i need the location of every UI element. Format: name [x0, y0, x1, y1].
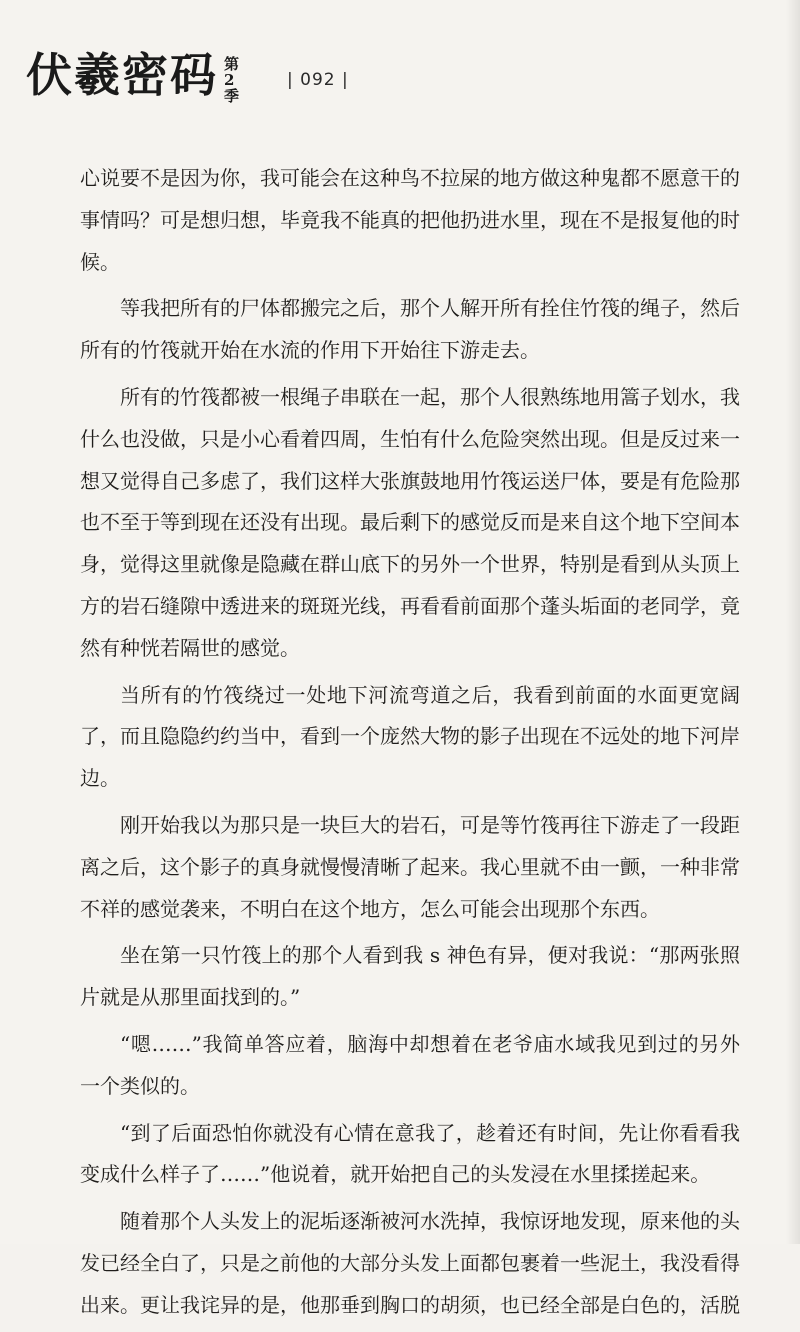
- paragraph: 当所有的竹筏绕过一处地下河流弯道之后，我看到前面的水面更宽阔了，而且隐隐约约当中，看到一个庞然大物的影子出现在不远处的地下河岸边。: [80, 682, 740, 791]
- paragraph: 坐在第一只竹筏上的那个人看到我 s 神色有异，便对我说：“那两张照片就是从那里面找到的。”: [80, 943, 740, 1010]
- paragraph: 心说要不是因为你，我可能会在这种鸟不拉屎的地方做这种鬼都不愿意干的事情吗？可是想归想，毕竟我不能真的把他扔进水里，现在不是报复他的时候。: [80, 166, 740, 274]
- paragraph: 等我把所有的尸体都搬完之后，那个人解开所有拴住竹筏的绳子，然后所有的竹筏就开始在水流的作用下开始往下游走去。: [80, 296, 740, 363]
- paragraph: 所有的竹筏都被一根绳子串联在一起，那个人很熟练地用篙子划水，我什么也没做，只是小心看着四周，生怕有什么危险突然出现。但是反过来一想又觉得自己多虑了，我们这样大张旗鼓地用竹筏运送尸体，要是有危险那也不至于等到现在还没有出现。最后剩下的感觉反而是来自这个地下空间本身，觉得这里就像是隐藏在群山底下的另外一个世界，特别是看到从头顶上方的岩石缝隙中透进来的斑斑光线，再看看前面那个蓬头垢面的老同学，竟然有种恍若隔世的感觉。: [80, 384, 740, 660]
- season-char: 第: [224, 55, 240, 73]
- season-char: 季: [224, 87, 240, 105]
- page-header: [26, 44, 349, 114]
- book-title: 伏羲密码: [26, 48, 218, 102]
- season-label: [224, 56, 239, 104]
- paragraph: “嗯……”我简单答应着，脑海中却想着在老爷庙水域我见到过的另外一个类似的。: [80, 1031, 740, 1098]
- season-char: 2: [224, 71, 235, 89]
- paragraph: 随着那个人头发上的泥垢逐渐被河水洗掉，我惊讶地发现，原来他的头发已经全白了，只是之前他的大部分头发上面都包裹着一些泥土，我没看得出来。更让我诧异的是，他那垂到胸口的胡须，也已经全部是白色的，活脱: [80, 1209, 740, 1317]
- paragraph: 刚开始我以为那只是一块巨大的岩石，可是等竹筏再往下游走了一段距离之后，这个影子的真身就慢慢清晰了起来。我心里就不由一颤，一种非常不祥的感觉袭来，不明白在这个地方，怎么可能会出现那个东西。: [80, 812, 740, 921]
- page-number: | 092 |: [287, 70, 349, 90]
- paragraph: “到了后面恐怕你就没有心情在意我了，趁着还有时间，先让你看看我变成什么样子了……”他说着，就开始把自己的头发浸在水里揉搓起来。: [80, 1120, 740, 1187]
- body-text: [80, 158, 740, 1332]
- spine-shadow: [786, 0, 800, 1244]
